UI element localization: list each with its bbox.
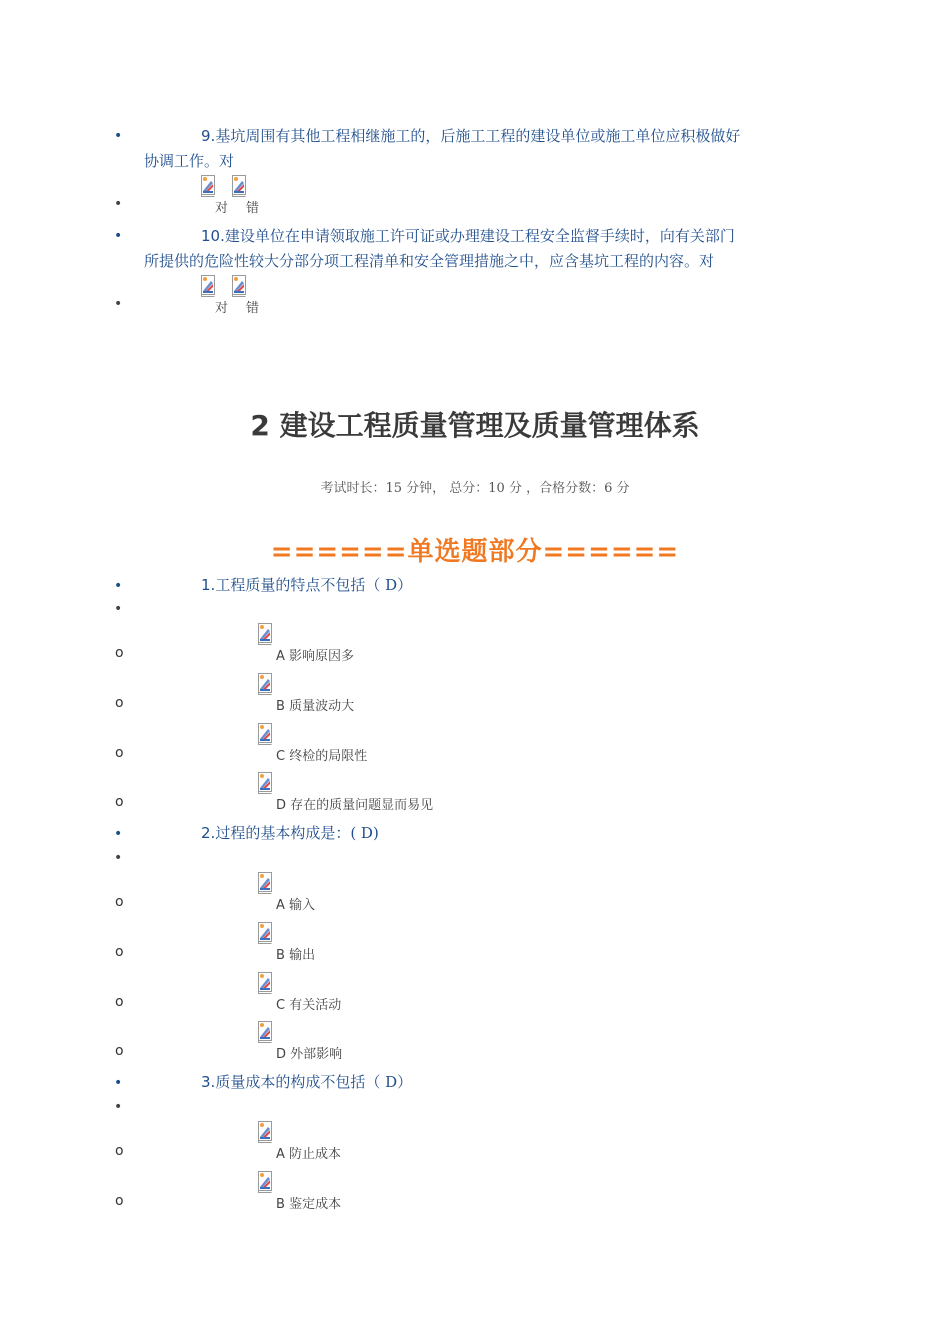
question-number: 10. <box>201 227 225 245</box>
section-header: ======单选题部分====== <box>270 537 680 567</box>
bullet-marker: • <box>114 128 123 144</box>
option-image-3b[interactable] <box>258 1171 272 1193</box>
sub-bullet: o <box>115 645 124 661</box>
tf-option-false-label: 错 <box>246 201 260 216</box>
option-2c[interactable]: C 有关活动 <box>276 998 342 1013</box>
tf-option-true-label: 对 <box>215 201 229 216</box>
question-1 <box>201 573 412 598</box>
option-3b[interactable]: B 鉴定成本 <box>276 1197 342 1212</box>
option-3a[interactable]: A 防止成本 <box>276 1147 342 1162</box>
broken-image-icon <box>201 175 215 197</box>
question-text: 质量成本的构成不包括（ D） <box>215 1073 413 1091</box>
option-1d[interactable]: D 存在的质量问题显而易见 <box>276 798 434 813</box>
option-2d[interactable]: D 外部影响 <box>276 1047 343 1062</box>
option-1b[interactable]: B 质量波动大 <box>276 699 355 714</box>
broken-image-icon <box>258 922 272 944</box>
sub-bullet: o <box>115 1043 124 1059</box>
option-image-2d[interactable] <box>258 1021 272 1043</box>
question-text: 建设单位在申请领取施工许可证或办理建设工程安全监督手续时，向有关部门 <box>224 227 735 245</box>
bullet-marker: • <box>114 296 123 312</box>
question-2 <box>201 821 379 846</box>
sub-bullet: o <box>115 1193 124 1209</box>
bullet-marker: • <box>114 850 123 866</box>
option-image-2c[interactable] <box>258 972 272 994</box>
sub-bullet: o <box>115 1143 124 1159</box>
option-2a[interactable]: A 输入 <box>276 898 316 913</box>
sub-bullet: o <box>115 745 124 761</box>
bullet-marker: • <box>114 601 123 617</box>
bullet-marker: • <box>114 1075 123 1091</box>
tf-question-10-line2: 所提供的危险性较大分部分项工程清单和安全管理措施之中，应含基坑工程的内容。对 <box>144 252 715 270</box>
tf-question-9-line2: 协调工作。对 <box>144 152 235 170</box>
tf-question-9-line1 <box>201 124 821 149</box>
sub-bullet: o <box>115 944 124 960</box>
broken-image-icon <box>258 673 272 695</box>
broken-image-icon <box>232 275 246 297</box>
bullet-marker: • <box>114 826 123 842</box>
question-number: 1. <box>201 576 216 594</box>
chapter-title: 2 建设工程质量管理及质量管理体系 <box>250 409 700 442</box>
broken-image-icon <box>258 1121 272 1143</box>
tf-option-true-label: 对 <box>215 301 229 316</box>
sub-bullet: o <box>115 695 124 711</box>
exam-meta: 考试时长：15 分钟， 总分：10 分 ，合格分数：6 分 <box>320 481 630 496</box>
option-1c[interactable]: C 终检的局限性 <box>276 749 368 764</box>
option-image-2a[interactable] <box>258 872 272 894</box>
sub-bullet: o <box>115 994 124 1010</box>
question-number: 3. <box>201 1073 216 1091</box>
bullet-marker: • <box>114 228 123 244</box>
broken-image-icon <box>258 723 272 745</box>
question-3 <box>201 1070 412 1095</box>
sub-bullet: o <box>115 894 124 910</box>
question-text: 基坑周围有其他工程相继施工的，后施工工程的建设单位或施工单位应积极做好 <box>215 127 741 145</box>
option-image-1b[interactable] <box>258 673 272 695</box>
tf-option-false-10[interactable] <box>232 275 246 297</box>
broken-image-icon <box>258 872 272 894</box>
question-text: 过程的基本构成是：( D) <box>215 824 379 842</box>
bullet-marker: • <box>114 1099 123 1115</box>
option-image-1d[interactable] <box>258 772 272 794</box>
question-number: 2. <box>201 824 216 842</box>
question-number: 9. <box>201 127 216 145</box>
broken-image-icon <box>258 1171 272 1193</box>
broken-image-icon <box>258 772 272 794</box>
broken-image-icon <box>232 175 246 197</box>
tf-option-false-9[interactable] <box>232 175 246 197</box>
option-2b[interactable]: B 输出 <box>276 948 316 963</box>
option-image-2b[interactable] <box>258 922 272 944</box>
tf-option-true-9[interactable] <box>201 175 215 197</box>
bullet-marker: • <box>114 196 123 212</box>
broken-image-icon <box>258 623 272 645</box>
broken-image-icon <box>201 275 215 297</box>
broken-image-icon <box>258 972 272 994</box>
option-image-3a[interactable] <box>258 1121 272 1143</box>
bullet-marker: • <box>114 578 123 594</box>
question-text: 工程质量的特点不包括（ D） <box>215 576 413 594</box>
tf-option-false-label: 错 <box>246 301 260 316</box>
tf-question-10-line1 <box>201 224 821 249</box>
option-image-1c[interactable] <box>258 723 272 745</box>
tf-option-true-10[interactable] <box>201 275 215 297</box>
sub-bullet: o <box>115 794 124 810</box>
option-1a[interactable]: A 影响原因多 <box>276 649 355 664</box>
broken-image-icon <box>258 1021 272 1043</box>
option-image-1a[interactable] <box>258 623 272 645</box>
